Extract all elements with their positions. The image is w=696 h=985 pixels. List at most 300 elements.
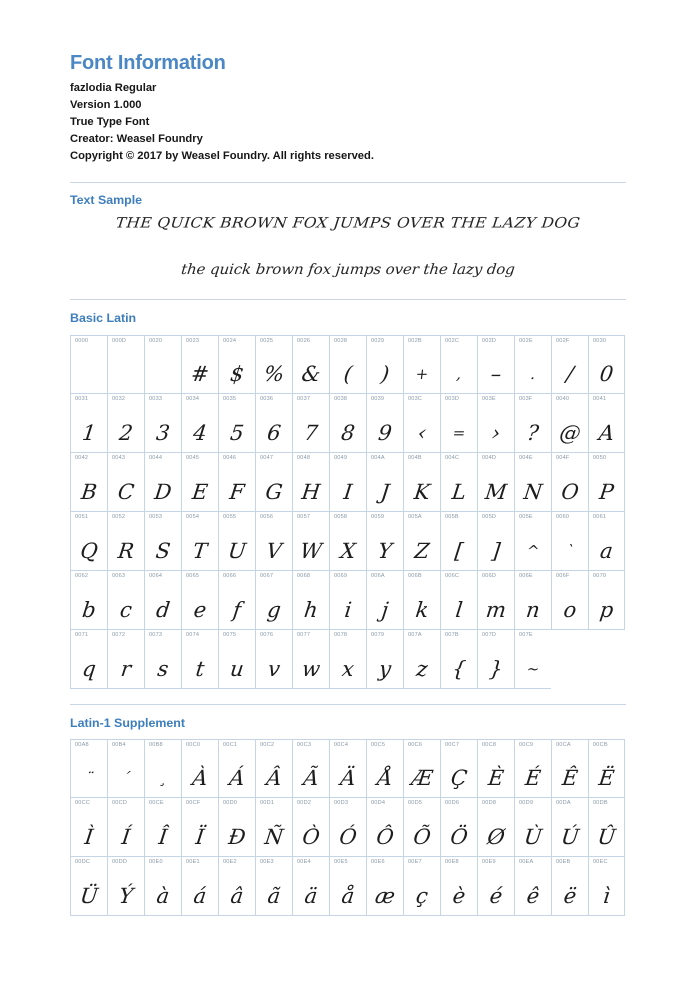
glyph-character: U (226, 538, 248, 563)
glyph-cell[interactable] (403, 739, 440, 798)
glyph-character: Î (157, 825, 169, 850)
glyph-cell[interactable] (292, 739, 329, 798)
glyph-cell[interactable] (181, 857, 218, 916)
metadata-creator: Creator: Weasel Foundry (70, 133, 203, 145)
glyph-codepoint-label: 00DB (593, 800, 608, 807)
glyph-character: ç (414, 884, 430, 909)
glyph-character: q (80, 656, 98, 681)
glyph-character: Á (227, 766, 247, 791)
glyph-codepoint-label: 0039 (371, 395, 385, 402)
glyph-character: 1 (80, 420, 98, 445)
glyph-cell[interactable] (440, 335, 477, 394)
glyph-codepoint-label: 0041 (593, 395, 607, 402)
glyph-character: 4 (191, 420, 209, 445)
glyph-cell[interactable] (144, 394, 181, 453)
glyph-cell[interactable] (514, 394, 551, 453)
glyph-codepoint-label: 007A (408, 631, 422, 638)
section-heading-basic-latin: Basic Latin (70, 311, 137, 326)
glyph-codepoint-label: 0000 (75, 337, 89, 344)
glyph-codepoint-label: 002F (556, 337, 570, 344)
glyph-character: å (340, 884, 356, 909)
glyph-character: i (343, 597, 353, 622)
glyph-cell[interactable] (440, 630, 477, 689)
glyph-cell[interactable] (514, 798, 551, 857)
glyph-character: I (342, 479, 354, 504)
glyph-cell[interactable] (107, 798, 144, 857)
glyph-codepoint-label: 00D1 (260, 800, 275, 807)
glyph-character: 5 (228, 420, 246, 445)
glyph-codepoint-label: 0042 (75, 454, 89, 461)
glyph-codepoint-label: 004D (482, 454, 497, 461)
glyph-cell[interactable] (477, 335, 514, 394)
glyph-codepoint-label: 002D (482, 337, 497, 344)
glyph-cell[interactable] (181, 739, 218, 798)
glyph-codepoint-label: 0051 (75, 513, 89, 520)
glyph-cell[interactable] (329, 335, 366, 394)
glyph-cell[interactable] (218, 798, 255, 857)
glyph-character: P (598, 479, 616, 504)
glyph-cell[interactable] (329, 453, 366, 512)
glyph-codepoint-label: 0048 (297, 454, 311, 461)
glyph-cell[interactable] (144, 857, 181, 916)
glyph-codepoint-label: 0077 (297, 631, 311, 638)
glyph-cell[interactable] (403, 335, 440, 394)
glyph-character: = (451, 423, 467, 442)
glyph-cell[interactable] (70, 798, 107, 857)
glyph-cell[interactable] (403, 512, 440, 571)
glyph-character: x (340, 656, 356, 681)
glyph-cell[interactable] (588, 335, 625, 394)
glyph-character: ã (266, 884, 282, 909)
glyph-character: G (264, 479, 284, 504)
glyph-cell[interactable] (70, 335, 107, 394)
glyph-character: ´ (121, 769, 131, 788)
glyph-character: ê (525, 884, 541, 909)
glyph-cell[interactable] (477, 739, 514, 798)
glyph-character: â (229, 884, 245, 909)
glyph-character: Ì (83, 825, 95, 850)
glyph-codepoint-label: 00E7 (408, 859, 422, 866)
glyph-cell[interactable] (514, 453, 551, 512)
glyph-codepoint-label: 0020 (149, 337, 163, 344)
glyph-codepoint-label: 00C1 (223, 742, 238, 749)
glyph-cell[interactable] (514, 512, 551, 571)
glyph-cell-empty (588, 630, 625, 689)
glyph-cell[interactable] (70, 739, 107, 798)
glyph-cell[interactable] (477, 453, 514, 512)
glyph-codepoint-label: 0074 (186, 631, 200, 638)
glyph-character: Ã (301, 766, 321, 791)
glyph-character: X (339, 538, 358, 563)
glyph-grid-row (70, 571, 626, 630)
glyph-codepoint-label: 0034 (186, 395, 200, 402)
glyph-codepoint-label: 0047 (260, 454, 274, 461)
glyph-cell[interactable] (181, 798, 218, 857)
glyph-codepoint-label: 0072 (112, 631, 126, 638)
glyph-cell[interactable] (218, 571, 255, 630)
glyph-codepoint-label: 0053 (149, 513, 163, 520)
glyph-character: 2 (117, 420, 135, 445)
glyph-codepoint-label: 00EC (593, 859, 608, 866)
glyph-codepoint-label: 00C2 (260, 742, 275, 749)
glyph-codepoint-label: 0061 (593, 513, 607, 520)
glyph-character: à (155, 884, 171, 909)
glyph-cell[interactable] (107, 739, 144, 798)
glyph-cell[interactable] (292, 335, 329, 394)
glyph-codepoint-label: 0036 (260, 395, 274, 402)
glyph-cell[interactable] (440, 739, 477, 798)
glyph-codepoint-label: 00E6 (371, 859, 385, 866)
glyph-cell[interactable] (107, 571, 144, 630)
glyph-cell[interactable] (477, 512, 514, 571)
glyph-cell[interactable] (107, 630, 144, 689)
glyph-codepoint-label: 0056 (260, 513, 274, 520)
glyph-cell[interactable] (588, 798, 625, 857)
glyph-cell[interactable] (329, 571, 366, 630)
glyph-codepoint-label: 00EB (556, 859, 571, 866)
glyph-cell[interactable] (144, 630, 181, 689)
glyph-character: Ï (194, 825, 206, 850)
glyph-cell[interactable] (255, 798, 292, 857)
glyph-codepoint-label: 0070 (593, 572, 607, 579)
glyph-character: 9 (376, 420, 394, 445)
glyph-cell[interactable] (366, 739, 403, 798)
glyph-codepoint-label: 0068 (297, 572, 311, 579)
glyph-cell[interactable] (403, 453, 440, 512)
glyph-cell[interactable] (255, 453, 292, 512)
glyph-character: A (597, 420, 616, 445)
glyph-character: 6 (265, 420, 283, 445)
glyph-cell[interactable] (588, 857, 625, 916)
glyph-codepoint-label: 0071 (75, 631, 89, 638)
glyph-cell[interactable] (255, 857, 292, 916)
glyph-codepoint-label: 0046 (223, 454, 237, 461)
glyph-cell[interactable] (107, 453, 144, 512)
glyph-codepoint-label: 00D5 (408, 800, 423, 807)
glyph-cell[interactable] (440, 571, 477, 630)
glyph-codepoint-label: 00E8 (445, 859, 459, 866)
glyph-codepoint-label: 0052 (112, 513, 126, 520)
glyph-character: 3 (154, 420, 172, 445)
glyph-character: ‹ (416, 420, 428, 445)
glyph-cell[interactable] (514, 630, 551, 689)
glyph-cell[interactable] (366, 512, 403, 571)
glyph-character: Y (376, 538, 394, 563)
glyph-codepoint-label: 0059 (371, 513, 385, 520)
glyph-character: Ü (78, 884, 100, 909)
glyph-cell[interactable] (218, 630, 255, 689)
glyph-character: d (154, 597, 172, 622)
glyph-cell[interactable] (551, 335, 588, 394)
glyph-cell[interactable] (514, 335, 551, 394)
glyph-cell[interactable] (329, 394, 366, 453)
glyph-character: ì (601, 884, 612, 909)
glyph-cell[interactable] (255, 630, 292, 689)
glyph-cell[interactable] (366, 857, 403, 916)
glyph-character: Û (596, 825, 617, 850)
glyph-character: Í (120, 825, 132, 850)
glyph-cell[interactable] (70, 571, 107, 630)
glyph-character: J (379, 479, 391, 504)
glyph-cell[interactable] (329, 512, 366, 571)
glyph-character: k (414, 597, 430, 622)
glyph-cell[interactable] (366, 571, 403, 630)
glyph-character: , (455, 364, 463, 383)
glyph-cell[interactable] (403, 394, 440, 453)
glyph-cell[interactable] (144, 571, 181, 630)
glyph-codepoint-label: 00D8 (482, 800, 497, 807)
glyph-cell[interactable] (551, 512, 588, 571)
glyph-codepoint-label: 0078 (334, 631, 348, 638)
glyph-codepoint-label: 0024 (223, 337, 237, 344)
glyph-codepoint-label: 003C (408, 395, 423, 402)
glyph-character: ~ (525, 659, 541, 678)
glyph-codepoint-label: 004B (408, 454, 422, 461)
glyph-cell[interactable] (366, 630, 403, 689)
glyph-cell[interactable] (144, 335, 181, 394)
glyph-codepoint-label: 00D9 (519, 800, 534, 807)
glyph-codepoint-label: 00C0 (186, 742, 201, 749)
glyph-cell[interactable] (366, 394, 403, 453)
glyph-cell[interactable] (403, 798, 440, 857)
glyph-grid-row (70, 630, 626, 689)
glyph-cell[interactable] (218, 512, 255, 571)
glyph-cell[interactable] (292, 512, 329, 571)
glyph-character: % (262, 361, 286, 386)
glyph-character: u (228, 656, 246, 681)
glyph-cell[interactable] (107, 394, 144, 453)
glyph-character: Ù (522, 825, 544, 850)
glyph-cell[interactable] (107, 857, 144, 916)
glyph-cell[interactable] (588, 739, 625, 798)
glyph-cell[interactable] (551, 739, 588, 798)
glyph-character: O (559, 479, 581, 504)
glyph-codepoint-label: 00E3 (260, 859, 274, 866)
glyph-character: É (523, 766, 543, 791)
glyph-cell[interactable] (477, 630, 514, 689)
glyph-cell[interactable] (144, 798, 181, 857)
glyph-codepoint-label: 0049 (334, 454, 348, 461)
glyph-character: ^ (525, 541, 541, 560)
glyph-cell[interactable] (329, 630, 366, 689)
glyph-codepoint-label: 00E1 (186, 859, 200, 866)
glyph-character: T (191, 538, 209, 563)
glyph-character: 0 (598, 361, 615, 386)
glyph-character: Ë (597, 766, 616, 791)
glyph-cell[interactable] (107, 335, 144, 394)
glyph-cell[interactable] (292, 571, 329, 630)
glyph-character: ( (342, 361, 354, 386)
glyph-cell[interactable] (181, 453, 218, 512)
glyph-character: á (192, 884, 208, 909)
glyph-cell[interactable] (403, 571, 440, 630)
glyph-character: – (489, 361, 503, 386)
sample-uppercase-pangram: THE QUICK BROWN FOX JUMPS OVER THE LAZY DOG (114, 215, 582, 232)
glyph-character: 7 (302, 420, 320, 445)
glyph-cell[interactable] (292, 857, 329, 916)
glyph-cell[interactable] (144, 739, 181, 798)
glyph-cell[interactable] (440, 857, 477, 916)
glyph-cell[interactable] (292, 798, 329, 857)
glyph-character: + (414, 364, 430, 383)
glyph-codepoint-label: 0073 (149, 631, 163, 638)
glyph-cell[interactable] (144, 453, 181, 512)
glyph-character: Ò (300, 825, 322, 850)
glyph-cell[interactable] (181, 630, 218, 689)
glyph-cell[interactable] (514, 739, 551, 798)
glyph-codepoint-label: 007B (445, 631, 459, 638)
text-sample-block (70, 214, 626, 278)
glyph-cell[interactable] (366, 335, 403, 394)
glyph-character: g (265, 597, 283, 622)
glyph-codepoint-label: 004E (519, 454, 533, 461)
glyph-cell[interactable] (440, 512, 477, 571)
glyph-codepoint-label: 002B (408, 337, 422, 344)
glyph-cell[interactable] (255, 512, 292, 571)
glyph-cell[interactable] (440, 453, 477, 512)
glyph-cell[interactable] (329, 857, 366, 916)
glyph-codepoint-label: 0043 (112, 454, 126, 461)
glyph-character: e (192, 597, 208, 622)
glyph-cell[interactable] (588, 394, 625, 453)
glyph-codepoint-label: 0044 (149, 454, 163, 461)
glyph-codepoint-label: 00DC (75, 859, 91, 866)
glyph-cell[interactable] (403, 630, 440, 689)
glyph-character: S (154, 538, 172, 563)
glyph-codepoint-label: 00CE (149, 800, 164, 807)
glyph-cell[interactable] (144, 512, 181, 571)
glyph-cell[interactable] (292, 394, 329, 453)
glyph-cell[interactable] (255, 394, 292, 453)
glyph-cell[interactable] (70, 394, 107, 453)
glyph-codepoint-label: 003D (445, 395, 460, 402)
glyph-character: Ö (448, 825, 470, 850)
glyph-cell[interactable] (181, 571, 218, 630)
glyph-cell[interactable] (551, 453, 588, 512)
glyph-cell[interactable] (218, 739, 255, 798)
glyph-cell[interactable] (218, 857, 255, 916)
glyph-cell[interactable] (292, 453, 329, 512)
section-latin1-supplement (70, 704, 626, 916)
glyph-codepoint-label: 0069 (334, 572, 348, 579)
glyph-cell[interactable] (181, 394, 218, 453)
glyph-codepoint-label: 00E4 (297, 859, 311, 866)
glyph-cell[interactable] (70, 453, 107, 512)
glyph-cell[interactable] (514, 857, 551, 916)
glyph-codepoint-label: 00D3 (334, 800, 349, 807)
glyph-cell[interactable] (403, 857, 440, 916)
glyph-codepoint-label: 0050 (593, 454, 607, 461)
glyph-character: Ê (560, 766, 580, 791)
glyph-cell[interactable] (255, 571, 292, 630)
glyph-cell[interactable] (255, 739, 292, 798)
glyph-codepoint-label: 0045 (186, 454, 200, 461)
glyph-cell[interactable] (477, 857, 514, 916)
glyph-cell[interactable] (329, 798, 366, 857)
glyph-cell[interactable] (70, 630, 107, 689)
glyph-codepoint-label: 003E (482, 395, 496, 402)
section-basic-latin (70, 299, 626, 688)
glyph-cell[interactable] (70, 512, 107, 571)
glyph-cell[interactable] (477, 571, 514, 630)
glyph-cell[interactable] (107, 512, 144, 571)
glyph-codepoint-label: 00D0 (223, 800, 238, 807)
glyph-codepoint-label: 0055 (223, 513, 237, 520)
glyph-codepoint-label: 00EA (519, 859, 534, 866)
glyph-cell[interactable] (218, 335, 255, 394)
glyph-codepoint-label: 005E (519, 513, 533, 520)
glyph-character: p (598, 597, 615, 622)
glyph-cell[interactable] (366, 453, 403, 512)
glyph-codepoint-label: 006A (371, 572, 385, 579)
glyph-codepoint-label: 006C (445, 572, 460, 579)
glyph-grid-row (70, 739, 626, 798)
glyph-cell[interactable] (181, 335, 218, 394)
glyph-character: è (451, 884, 467, 909)
glyph-cell[interactable] (588, 571, 625, 630)
glyph-cell[interactable] (588, 512, 625, 571)
glyph-character: Ø (485, 825, 507, 850)
glyph-character: ¨ (84, 769, 94, 788)
glyph-character: ] (490, 538, 502, 563)
glyph-character: Ó (337, 825, 359, 850)
glyph-character: N (522, 479, 544, 504)
glyph-grid-row (70, 857, 626, 916)
glyph-cell[interactable] (477, 394, 514, 453)
glyph-codepoint-label: 0037 (297, 395, 311, 402)
glyph-character: R (116, 538, 136, 563)
glyph-character: b (80, 597, 98, 622)
glyph-cell[interactable] (477, 798, 514, 857)
glyph-codepoint-label: 005D (482, 513, 497, 520)
glyph-character: $ (228, 361, 246, 386)
glyph-codepoint-label: 00C6 (408, 742, 423, 749)
glyph-cell[interactable] (255, 335, 292, 394)
glyph-codepoint-label: 0064 (149, 572, 163, 579)
glyph-cell[interactable] (70, 857, 107, 916)
glyph-character: ` (565, 541, 575, 560)
glyph-cell[interactable] (292, 630, 329, 689)
glyph-cell[interactable] (329, 739, 366, 798)
glyph-character: È (486, 766, 506, 791)
glyph-cell[interactable] (551, 394, 588, 453)
glyph-character: Ô (374, 825, 396, 850)
glyph-cell[interactable] (218, 453, 255, 512)
glyph-character: L (450, 479, 468, 504)
glyph-cell[interactable] (181, 512, 218, 571)
glyph-codepoint-label: 005B (445, 513, 459, 520)
glyph-codepoint-label: 00DD (112, 859, 128, 866)
glyph-cell[interactable] (588, 453, 625, 512)
glyph-grid-row (70, 453, 626, 512)
glyph-cell[interactable] (440, 394, 477, 453)
glyph-codepoint-label: 00E9 (482, 859, 496, 866)
glyph-codepoint-label: 0065 (186, 572, 200, 579)
section-text-sample (70, 182, 626, 278)
glyph-cell[interactable] (551, 571, 588, 630)
glyph-codepoint-label: 006D (482, 572, 497, 579)
glyph-cell[interactable] (366, 798, 403, 857)
metadata-version: Version 1.000 (70, 99, 142, 111)
glyph-cell[interactable] (218, 394, 255, 453)
glyph-cell[interactable] (551, 798, 588, 857)
glyph-cell[interactable] (514, 571, 551, 630)
glyph-codepoint-label: 0054 (186, 513, 200, 520)
glyph-cell[interactable] (551, 857, 588, 916)
glyph-codepoint-label: 0035 (223, 395, 237, 402)
glyph-codepoint-label: 0067 (260, 572, 274, 579)
glyph-cell[interactable] (440, 798, 477, 857)
